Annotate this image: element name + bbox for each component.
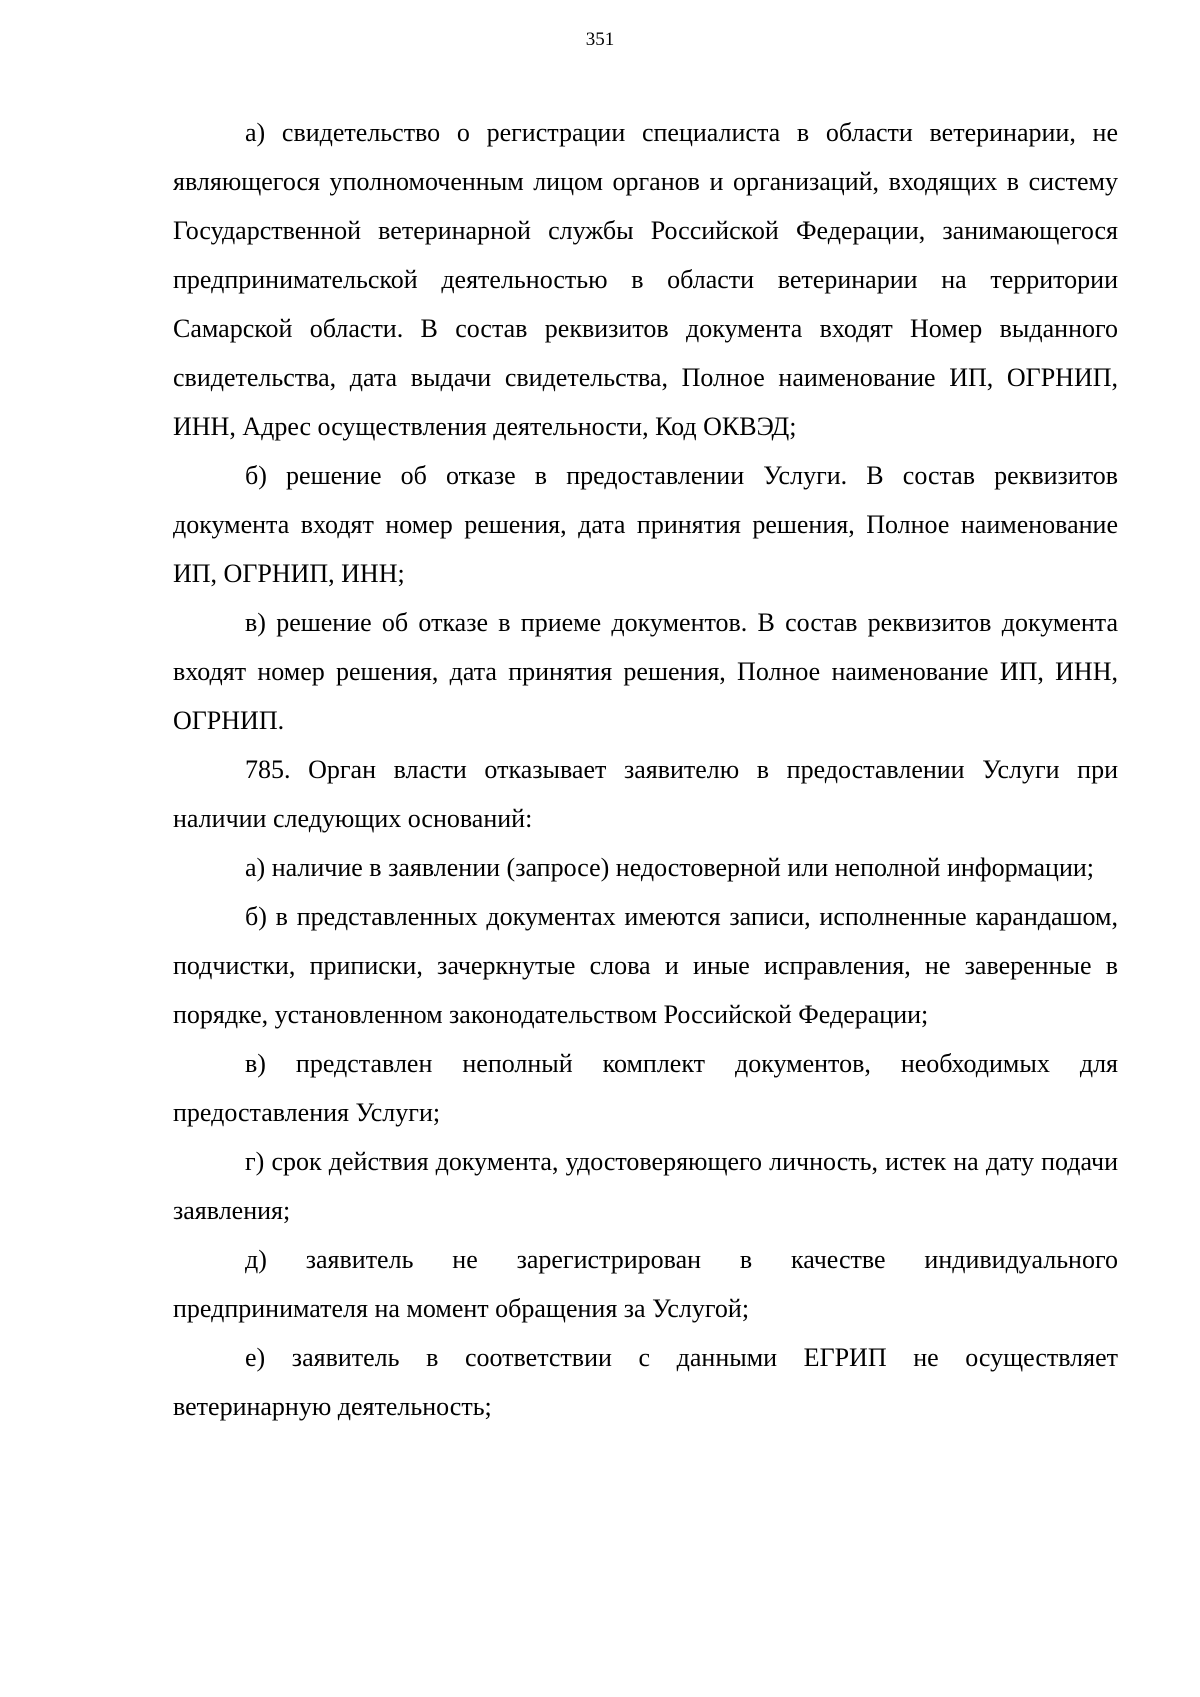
document-body xyxy=(173,108,1118,1431)
list-item-a: а) наличие в заявлении (запросе) недостоверной или неполной информации; xyxy=(245,853,1095,882)
list-item-e: е) заявитель в соответствии с данными ЕГРИП не осуществляет ветеринарную деятельность; xyxy=(173,1343,1118,1421)
paragraph-785-grounds: 785. Орган власти отказывает заявителю в предоставлении Услуги при наличии следующих оснований: xyxy=(173,755,1118,833)
list-item-g: г) срок действия документа, удостоверяющего личность, истек на дату подачи заявления; xyxy=(173,1147,1118,1225)
paragraph-refusal-decision: б) решение об отказе в предоставлении Услуги. В состав реквизитов документа входят номер решения, дата принятия решения, Полное наименование ИП, ОГРНИП, ИНН; xyxy=(173,461,1118,588)
page-number: 351 xyxy=(585,29,615,50)
list-item-d: д) заявитель не зарегистрирован в качестве индивидуального предпринимателя на момент обращения за Услугой; xyxy=(173,1245,1118,1323)
list-item-v: в) представлен неполный комплект документов, необходимых для предоставления Услуги; xyxy=(173,1049,1118,1127)
paragraph-document-rejection: в) решение об отказе в приеме документов. В состав реквизитов документа входят номер решения, дата принятия решения, Полное наименование ИП, ИНН, ОГРНИП. xyxy=(173,608,1118,735)
paragraph-certificate: а) свидетельство о регистрации специалиста в области ветеринарии, не являющегося уполномоченным лицом органов и организаций, входящих в систему Государственной ветеринарной службы Российской Федерации, занимающегося предпринимательской деятельностью в области ветеринарии на территории Самарской области. В состав реквизитов документа входят Номер выданного свидетельства, дата выдачи свидетельства, Полное наименование ИП, ОГРНИП, ИНН, Адрес осуществления деятельности, Код ОКВЭД; xyxy=(173,118,1118,441)
list-item-b: б) в представленных документах имеются записи, исполненные карандашом, подчистки, приписки, зачеркнутые слова и иные исправления, не заверенные в порядке, установленном законодательством Российской Федерации; xyxy=(173,902,1118,1029)
